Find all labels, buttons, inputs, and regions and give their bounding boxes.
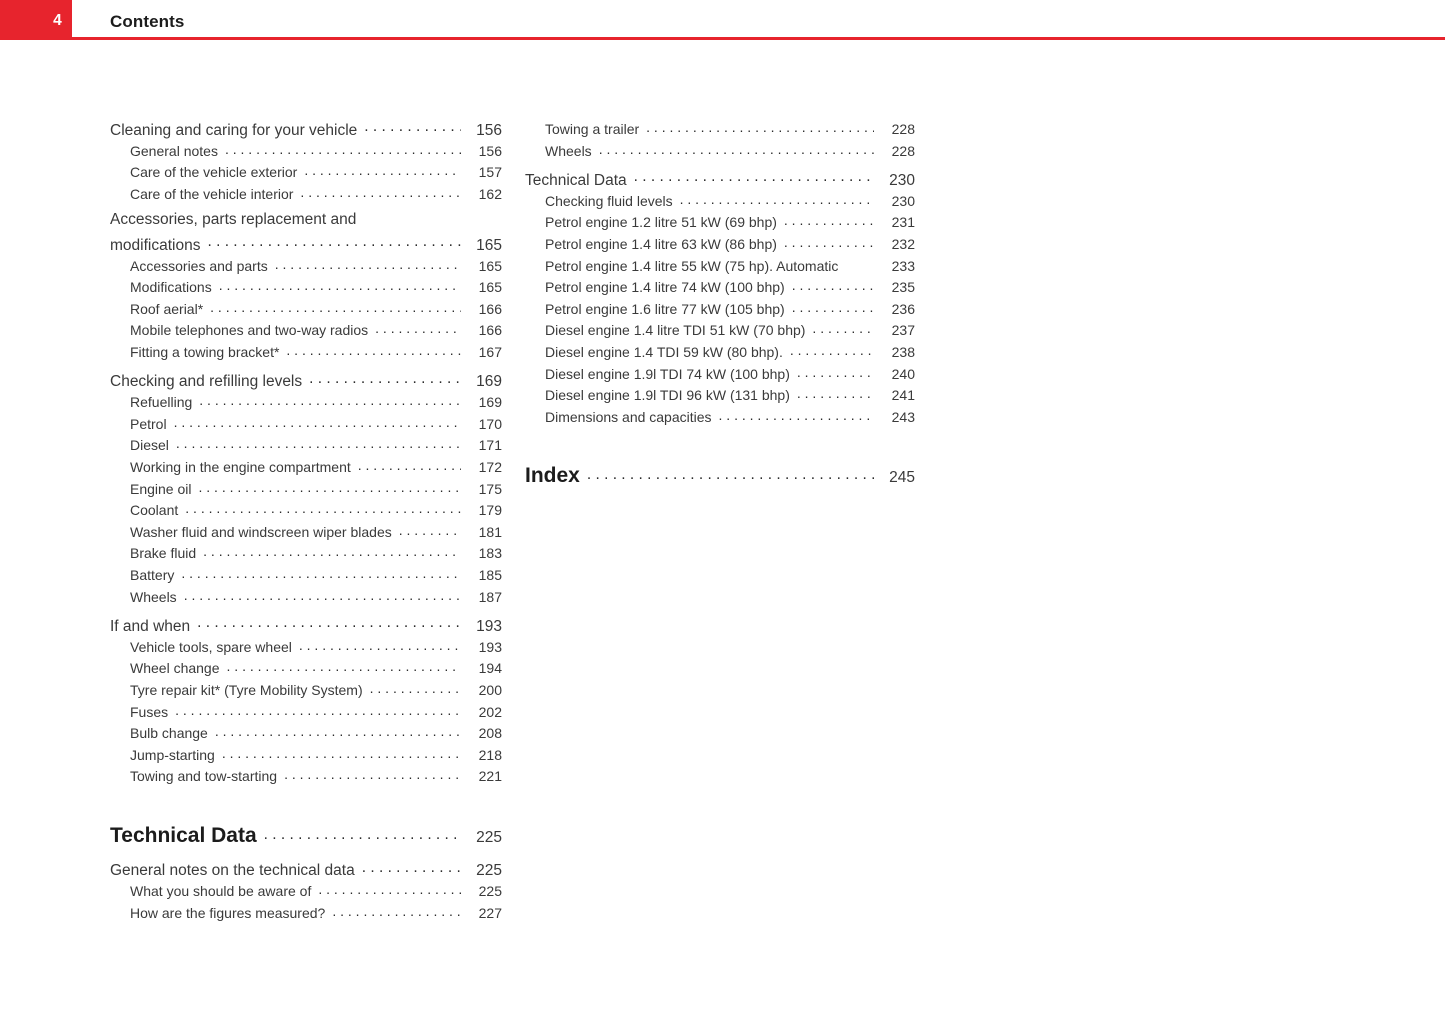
toc-entry-label: Diesel engine 1.9l TDI 96 kW (131 bhp) (545, 387, 790, 404)
toc-entry-page-number: 200 (478, 682, 502, 698)
toc-dot-leader (358, 458, 461, 472)
toc-entry-page-number: 187 (478, 588, 502, 605)
toc-entry-page-number: 157 (478, 164, 502, 181)
toc-dot-leader (399, 523, 461, 537)
toc-entry-page-number: 172 (478, 459, 502, 475)
toc-entry-label: Engine oil (130, 480, 192, 497)
toc-dot-leader (797, 386, 874, 400)
toc-entry-page-number: 232 (891, 236, 915, 252)
toc-subsection-entry[interactable] (130, 393, 502, 409)
toc-dot-leader (210, 300, 461, 314)
toc-subsection-entry[interactable] (545, 365, 915, 381)
toc-entry-label: Accessories and parts (130, 257, 268, 274)
toc-entry-label: Diesel engine 1.4 TDI 59 kW (80 bhp). (545, 344, 783, 360)
toc-section-entry[interactable] (110, 860, 502, 879)
toc-subsection-entry[interactable] (130, 746, 502, 762)
toc-dot-leader (215, 724, 461, 738)
toc-subsection-entry[interactable] (130, 163, 502, 179)
toc-dot-leader (175, 703, 461, 717)
toc-subsection-entry[interactable] (130, 501, 502, 517)
toc-entry-label: Petrol engine 1.2 litre 51 kW (69 bhp) (545, 214, 777, 231)
toc-dot-leader (219, 278, 461, 292)
toc-dot-leader (646, 120, 874, 134)
toc-entry-label: Bulb change (130, 725, 208, 742)
toc-entry-page-number: 225 (476, 862, 502, 880)
toc-entry-label: Diesel (130, 437, 169, 454)
toc-entry-label: Towing and tow-starting (130, 768, 278, 785)
toc-subsection-entry[interactable] (545, 408, 915, 424)
toc-subsection-entry[interactable] (130, 436, 502, 452)
toc-dot-leader (599, 142, 874, 156)
page-number: 4 (53, 12, 62, 29)
toc-entry-page-number: 238 (891, 344, 915, 360)
toc-dot-leader (634, 169, 874, 185)
toc-subsection-entry[interactable] (130, 638, 502, 654)
toc-subsection-entry[interactable] (130, 544, 502, 560)
toc-subsection-entry[interactable] (130, 767, 502, 783)
toc-entry-page-number: 170 (478, 415, 502, 432)
toc-entry-page-number: 221 (478, 768, 502, 785)
toc-entry-label: Petrol (130, 415, 167, 432)
toc-entry-page-number: 202 (478, 703, 502, 720)
toc-subsection-entry[interactable] (130, 321, 502, 337)
toc-entry-page-number: 208 (478, 725, 502, 742)
toc-entry-wrap-line: Accessories, parts replacement and (110, 211, 357, 229)
toc-entry-label: Jump-starting (130, 746, 215, 763)
toc-subsection-entry[interactable] (130, 882, 502, 898)
toc-subsection-entry[interactable] (545, 142, 915, 158)
toc-dot-leader (587, 461, 874, 482)
toc-entry-page-number: 241 (891, 387, 915, 404)
toc-entry-label: General notes on the technical data (110, 862, 355, 880)
toc-subsection-entry[interactable] (545, 120, 915, 136)
toc-entry-label: Petrol engine 1.4 litre 74 kW (100 bhp) (545, 279, 785, 296)
toc-entry-label: Dimensions and capacities (545, 408, 712, 425)
toc-entry-label: Checking and refilling levels (110, 373, 303, 391)
toc-dot-leader (184, 588, 461, 602)
toc-subsection-entry[interactable] (130, 278, 502, 294)
toc-entry-page-number: 162 (478, 185, 502, 202)
toc-entry-label: Refuelling (130, 394, 193, 411)
toc-dot-leader (225, 142, 461, 156)
toc-subsection-entry[interactable] (130, 724, 502, 740)
toc-entry-page-number: 243 (891, 408, 915, 425)
toc-entry-page-number: 156 (476, 121, 502, 139)
toc-dot-leader (300, 185, 461, 199)
toc-dot-leader (199, 393, 461, 407)
toc-entry-page-number: 245 (889, 469, 915, 487)
toc-entry-label: Vehicle tools, spare wheel (130, 638, 292, 655)
toc-section-entry[interactable] (525, 169, 915, 188)
toc-entry-label: Fuses (130, 703, 169, 720)
toc-dot-leader (286, 343, 461, 357)
toc-dot-leader (222, 746, 461, 760)
toc-dot-leader (318, 882, 461, 896)
toc-entry-label: Towing a trailer (545, 121, 640, 137)
toc-subsection-entry[interactable] (130, 415, 502, 431)
toc-entry-page-number: 227 (478, 904, 502, 921)
toc-dot-leader (309, 371, 461, 387)
toc-entry-label: General notes (130, 142, 218, 159)
toc-entry-label: Washer fluid and windscreen wiper blades (130, 523, 392, 540)
toc-entry-label: Wheels (130, 588, 177, 605)
toc-entry-page-number: 193 (476, 617, 502, 635)
toc-dot-leader (784, 235, 874, 249)
toc-entry-page-number: 166 (478, 322, 502, 339)
toc-entry-label: Checking fluid levels (545, 192, 673, 209)
toc-subsection-entry[interactable] (130, 300, 502, 316)
toc-entry-label: What you should be aware of (130, 883, 312, 900)
toc-subsection-entry[interactable] (130, 681, 502, 697)
toc-chapter-entry[interactable] (110, 821, 502, 846)
toc-entry-page-number: 228 (891, 121, 915, 137)
toc-entry-page-number: 171 (478, 437, 502, 454)
toc-entry-label: Petrol engine 1.6 litre 77 kW (105 bhp) (545, 300, 785, 317)
toc-entry-label: Tyre repair kit* (Tyre Mobility System) (130, 682, 363, 698)
toc-entry-page-number: 165 (478, 279, 502, 296)
toc-entry-page-number: 167 (478, 344, 502, 360)
toc-dot-leader (375, 321, 461, 335)
page-title: Contents (110, 12, 185, 31)
toc-dot-leader (719, 408, 874, 422)
toc-dot-leader (203, 544, 461, 558)
toc-entry-page-number: 156 (478, 142, 502, 159)
toc-entry-page-number: 165 (476, 236, 502, 254)
toc-subsection-entry[interactable] (545, 321, 915, 337)
toc-dot-leader (362, 860, 461, 876)
toc-subsection-entry[interactable] (545, 300, 915, 316)
toc-dot-leader (790, 343, 874, 357)
toc-dot-leader (792, 300, 874, 314)
toc-entry-label: Coolant (130, 502, 179, 519)
toc-dot-leader (176, 436, 461, 450)
toc-entry-label: Diesel engine 1.9l TDI 74 kW (100 bhp) (545, 365, 790, 382)
toc-entry-page-number: 175 (478, 480, 502, 497)
toc-subsection-entry[interactable] (545, 257, 915, 273)
toc-dot-leader (284, 767, 461, 781)
toc-dot-leader (174, 415, 461, 429)
toc-entry-page-number: 183 (478, 545, 502, 562)
toc-subsection-entry[interactable] (130, 142, 502, 158)
toc-entry-label: Wheels (545, 142, 592, 159)
toc-entry-label: Technical Data (525, 171, 627, 189)
toc-dot-leader (797, 365, 874, 379)
toc-section-entry[interactable] (110, 119, 502, 138)
toc-subsection-entry[interactable] (130, 588, 502, 604)
toc-dot-leader (199, 480, 462, 494)
toc-entry-label: Cleaning and caring for your vehicle (110, 121, 358, 139)
toc-section-entry[interactable] (110, 234, 502, 253)
toc-entry-page-number: 165 (478, 257, 502, 274)
toc-entry-page-number: 233 (891, 257, 915, 274)
toc-entry-page-number: 225 (476, 829, 502, 846)
toc-entry-label: Wheel change (130, 660, 220, 677)
toc-dot-leader (207, 234, 461, 250)
toc-entry-page-number: 169 (476, 373, 502, 391)
toc-chapter-entry[interactable] (525, 461, 915, 486)
toc-entry-label: Battery (130, 567, 175, 583)
toc-dot-leader (680, 192, 874, 206)
toc-entry-page-number: 166 (478, 300, 502, 317)
toc-dot-leader (185, 501, 461, 515)
toc-entry-page-number: 225 (478, 883, 502, 900)
toc-dot-leader (197, 615, 461, 631)
toc-entry-page-number: 181 (478, 523, 502, 540)
toc-entry-page-number: 228 (891, 142, 915, 159)
toc-entry-label: Petrol engine 1.4 litre 55 kW (75 hp). Automatic (545, 257, 839, 274)
toc-dot-leader (181, 566, 461, 580)
toc-subsection-entry[interactable] (130, 343, 502, 359)
toc-entry-page-number: 230 (889, 171, 915, 189)
toc-entry-page-number: 218 (478, 746, 502, 763)
toc-entry-page-number: 235 (891, 279, 915, 296)
toc-section-entry[interactable] (110, 615, 502, 634)
toc-entry-page-number: 194 (478, 660, 502, 677)
toc-section-entry[interactable] (110, 371, 502, 390)
toc-subsection-entry[interactable] (545, 386, 915, 402)
toc-entry-label: Working in the engine compartment (130, 459, 351, 475)
toc-subsection-entry[interactable] (545, 278, 915, 294)
toc-entry-label: Roof aerial* (130, 300, 204, 317)
toc-subsection-entry[interactable] (130, 904, 502, 920)
toc-entry-page-number: 240 (891, 365, 915, 382)
toc-entry-page-number: 237 (891, 322, 915, 339)
toc-subsection-entry[interactable] (545, 235, 915, 251)
toc-entry-label: Index (525, 464, 580, 488)
toc-dot-leader (812, 321, 874, 335)
toc-subsection-entry[interactable] (545, 192, 915, 208)
toc-entry-label: Care of the vehicle exterior (130, 164, 298, 181)
toc-subsection-entry[interactable] (130, 703, 502, 719)
toc-dot-leader (299, 638, 461, 652)
toc-entry-page-number: 185 (478, 567, 502, 583)
toc-entry-label: Brake fluid (130, 545, 197, 562)
toc-dot-leader (304, 163, 461, 177)
toc-entry-label: Fitting a towing bracket* (130, 344, 280, 360)
toc-entry-label: How are the figures measured? (130, 904, 326, 921)
toc-subsection-entry[interactable] (545, 343, 915, 359)
toc-subsection-entry[interactable] (545, 213, 915, 229)
toc-entry-page-number: 230 (891, 192, 915, 209)
toc-subsection-entry[interactable] (130, 257, 502, 273)
toc-subsection-entry[interactable] (130, 659, 502, 675)
toc-entry-page-number: 169 (478, 394, 502, 411)
toc-dot-leader (275, 257, 461, 271)
toc-entry-label: Technical Data (110, 824, 257, 847)
toc-subsection-entry[interactable] (130, 458, 502, 474)
toc-entry-page-number: 236 (891, 300, 915, 317)
toc-dot-leader (364, 119, 461, 135)
toc-entry-label: Mobile telephones and two-way radios (130, 322, 369, 339)
toc-entry-label: Modifications (130, 279, 212, 296)
toc-entry-page-number: 193 (478, 638, 502, 655)
toc-dot-leader (227, 659, 461, 673)
toc-subsection-entry[interactable] (130, 523, 502, 539)
toc-entry-label: Care of the vehicle interior (130, 185, 294, 202)
toc-dot-leader (370, 681, 461, 695)
toc-dot-leader (264, 821, 461, 842)
toc-dot-leader (845, 257, 874, 271)
toc-dot-leader (784, 213, 874, 227)
toc-entry-label: If and when (110, 617, 191, 635)
toc-entry-label: Petrol engine 1.4 litre 63 kW (86 bhp) (545, 236, 777, 252)
toc-entry-label: modifications (110, 236, 201, 254)
toc-subsection-entry[interactable] (130, 566, 502, 582)
toc-subsection-entry[interactable] (130, 480, 502, 496)
toc-dot-leader (332, 904, 461, 918)
toc-subsection-entry[interactable] (130, 185, 502, 201)
toc-entry-page-number: 231 (891, 214, 915, 231)
toc-entry-page-number: 179 (478, 502, 502, 519)
toc-dot-leader (792, 278, 874, 292)
toc-entry-label: Diesel engine 1.4 litre TDI 51 kW (70 bhp) (545, 322, 806, 339)
